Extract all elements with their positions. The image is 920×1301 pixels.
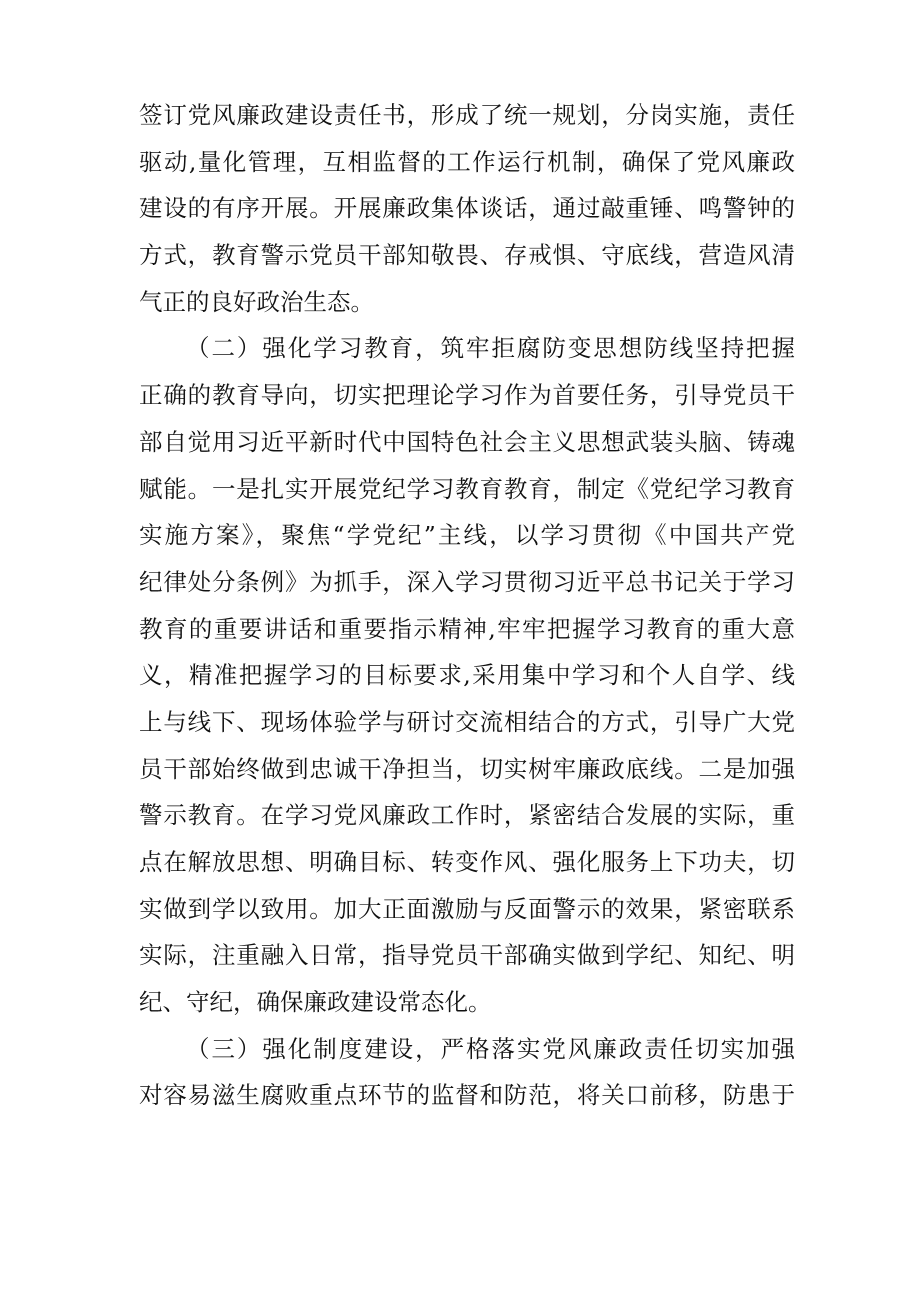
text-line: 气正的良好政治生态。 xyxy=(139,287,374,316)
text-line: （二）强化学习教育，筑牢拒腐防变思想防线坚持把握 xyxy=(186,334,795,363)
document-page xyxy=(139,92,795,1119)
text-line: 实做到学以致用。加大正面激励与反面警示的效果，紧密联系 xyxy=(139,894,795,923)
text-line: 员干部始终做到忠诚干净担当，切实树牢廉政底线。二是加强 xyxy=(139,754,795,783)
text-line: 驱动,量化管理，互相监督的工作运行机制，确保了党风廉政 xyxy=(139,147,795,176)
text-line: 实施方案》，聚焦“学党纪”主线，以学习贯彻《中国共产党 xyxy=(139,521,795,550)
text-line: 签订党风廉政建设责任书，形成了统一规划，分岗实施，责任 xyxy=(139,101,795,129)
text-line: 教育的重要讲话和重要指示精神,牢牢把握学习教育的重大意 xyxy=(139,614,795,643)
text-line: 实际，注重融入日常，指导党员干部确实做到学纪、知纪、明 xyxy=(139,941,795,970)
text-line: 义，精准把握学习的目标要求,采用集中学习和个人自学、线 xyxy=(139,661,795,690)
text-line: 点在解放思想、明确目标、转变作风、强化服务上下功夫，切 xyxy=(139,848,795,876)
text-line: 部自觉用习近平新时代中国特色社会主义思想武装头脑、铸魂 xyxy=(139,427,795,456)
text-line: 正确的教育导向，切实把理论学习作为首要任务，引导党员干 xyxy=(139,381,795,410)
text-line: 上与线下、现场体验学与研讨交流相结合的方式，引导广大党 xyxy=(139,707,795,736)
text-line: 纪律处分条例》为抓手，深入学习贯彻习近平总书记关于学习 xyxy=(139,567,795,596)
text-line: 方式，教育警示党员干部知敬畏、存戒惧、守底线，营造风清 xyxy=(139,241,795,270)
text-line: （三）强化制度建设，严格落实党风廉政责任切实加强 xyxy=(186,1034,795,1063)
text-line: 建设的有序开展。开展廉政集体谈话，通过敲重锤、鸣警钟的 xyxy=(139,194,795,223)
text-line: 对容易滋生腐败重点环节的监督和防范，将关口前移，防患于 xyxy=(139,1081,795,1110)
text-line: 警示教育。在学习党风廉政工作时，紧密结合发展的实际，重 xyxy=(139,801,795,830)
text-line: 赋能。一是扎实开展党纪学习教育教育，制定《党纪学习教育 xyxy=(139,474,795,503)
text-line: 纪、守纪，确保廉政建设常态化。 xyxy=(139,988,492,1017)
